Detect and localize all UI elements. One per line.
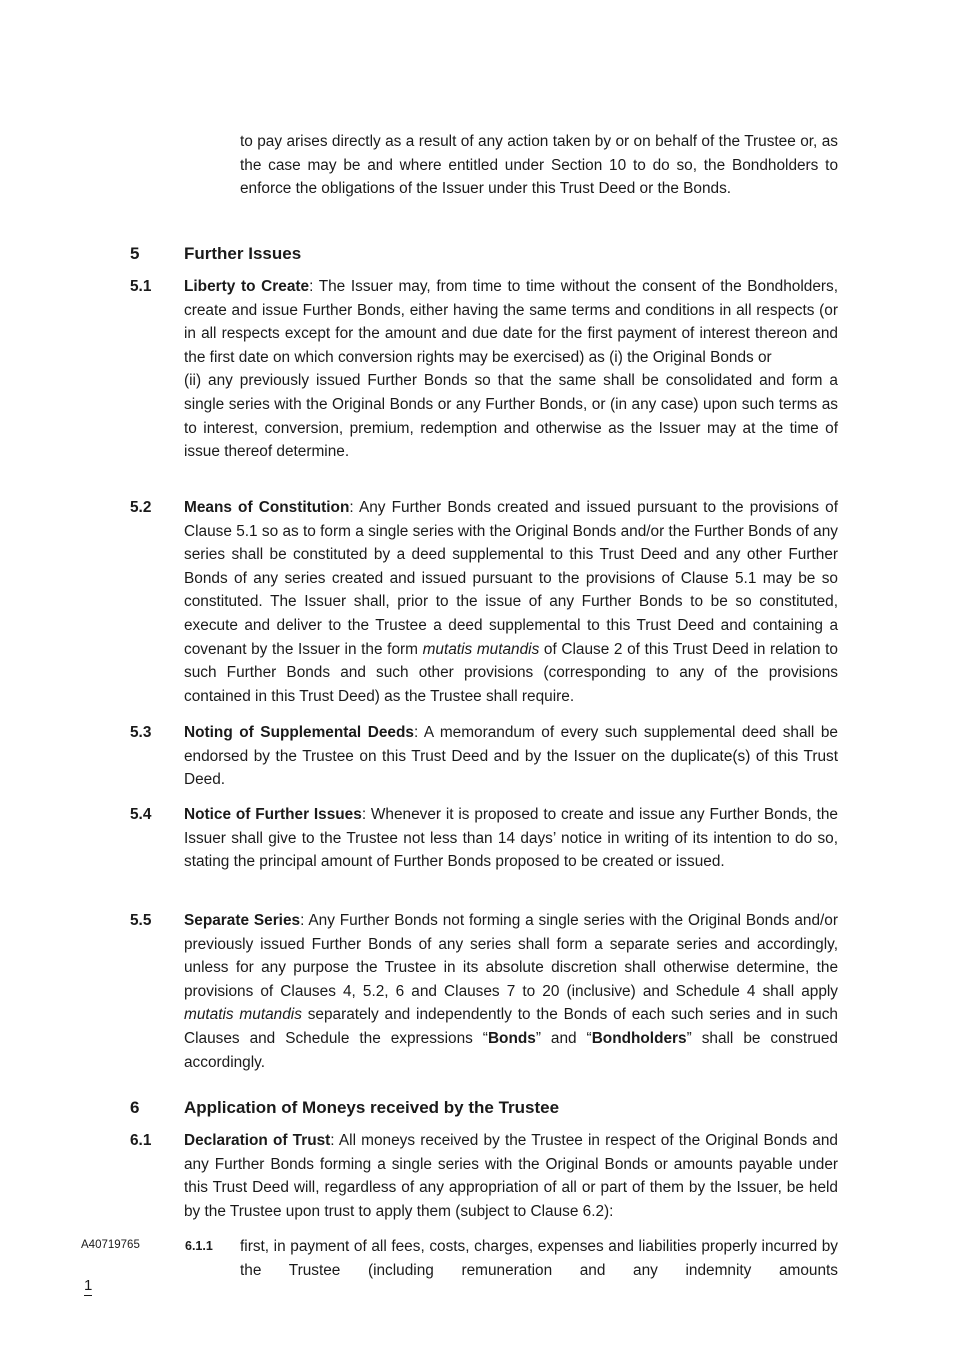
clause-body	[184, 803, 838, 874]
section-title: Application of Moneys received by the Trustee	[184, 1098, 560, 1117]
clause-number: 5.2	[130, 499, 152, 516]
subclause-number: 6.1.1	[185, 1239, 213, 1253]
clause-number: 5.5	[130, 912, 152, 929]
clause-text: : A memorandum of every such supplemental deed shall be endorsed by the Trustee on this Trust Deed and by the Issuer on the duplicate(s) of this Trust Deed.	[184, 724, 838, 789]
clause-title: Liberty to Create	[184, 278, 310, 295]
clause-text: : Whenever it is proposed to create and issue any Further Bonds, the Issuer shall give to the Trustee not less than 14 days’ notice in writing of its intention to do so, stating the principal amount of Further Bonds proposed to be created or issued.	[184, 806, 838, 871]
clause-body	[184, 275, 838, 464]
subclause-6-1-1	[185, 1235, 838, 1282]
clause-text-continued: (ii) any previously issued Further Bonds so that the same shall be consolidated and form a single series with the Original Bonds or any Further Bonds, or (in any case) upon such terms as to interest, conversion, premium, redemption and otherwise as the Issuer may at the time of issue thereof determine.	[184, 372, 838, 461]
clause-title: Noting of Supplemental Deeds	[184, 724, 414, 741]
clause-5-2	[130, 496, 838, 708]
section-5-heading	[130, 243, 301, 265]
page-number	[84, 1277, 92, 1295]
clause-5-1	[130, 275, 838, 464]
clause-5-4	[130, 803, 838, 874]
section-number: 5	[130, 244, 140, 263]
clause-5-5	[130, 909, 838, 1074]
subclause-text: first, in payment of all fees, costs, charges, expenses and liabilities properly incurred by the Trustee (including remuneration and any indemnity amounts	[240, 1238, 838, 1279]
document-reference: A40719765	[81, 1239, 140, 1251]
clause-text: : Any Further Bonds created and issued pursuant to the provisions of Clause 5.1 so as to form a single series with the Original Bonds and/or the Further Bonds of any series shall be constituted by a deed supplemental to this Trust Deed and any other Further Bonds of any series created and issued pursuant to the provisions of Clause 5.1 may be so constituted. The Issuer shall, prior to the issue of any Further Bonds to be so constituted, execute and deliver to the Trustee a deed supplemental to this Trust Deed and containing a covenant by the Issuer in the form	[184, 499, 839, 658]
clause-text-continued: of Clause 2 of this Trust Deed in relation to such Further Bonds and such other provisions (corresponding to any of the provisions contained in this Trust Deed) as the Trustee shall require.	[184, 640, 838, 705]
latin-term: mutatis mutandis	[422, 640, 540, 658]
clause-number: 5.1	[130, 278, 152, 295]
clause-5-3	[130, 721, 838, 792]
clause-number: 5.4	[130, 806, 152, 823]
clause-text: : All moneys received by the Trustee in respect of the Original Bonds and any Further Bonds forming a single series with the Original Bonds or amounts payable under this Trust Deed will, regardless of any appropriation of all or part of them by the Issuer, be held by the Trustee upon trust to apply them (subject to Clause 6.2):	[184, 1132, 838, 1220]
page-number-text: 1	[84, 1277, 93, 1294]
clause-text: : The Issuer may, from time to time without the consent of the Bondholders, create and issue Further Bonds, either having the same terms and conditions in all respects (or in all respects except for the amount and due date for the first payment of interest thereon and the first date on which conversion rights may be exercised) as (i) the Original Bonds or	[184, 278, 838, 366]
clause-title: Means of Constitution	[184, 499, 350, 516]
clause-text-continued: separately and independently to the Bonds of each such series and in such Clauses and Schedule the expressions “	[184, 1006, 838, 1047]
clause-text-continued: ” shall be construed accordingly.	[184, 1029, 838, 1071]
clause-title: Separate Series	[184, 912, 301, 929]
clause-number: 6.1	[130, 1132, 152, 1149]
clause-title: Declaration of Trust	[184, 1132, 331, 1149]
section-number: 6	[130, 1098, 140, 1117]
defined-term-bondholders: Bondholders	[591, 1029, 687, 1047]
clause-body	[184, 721, 838, 792]
clause-title: Notice of Further Issues	[184, 806, 362, 823]
clause-body	[184, 1129, 838, 1223]
clause-body	[184, 496, 838, 708]
defined-term-bonds: Bonds	[487, 1029, 536, 1047]
section-title: Further Issues	[184, 244, 302, 263]
clause-6-1	[130, 1129, 838, 1223]
latin-term: mutatis mutandis	[184, 1006, 302, 1024]
clause-number: 5.3	[130, 724, 152, 741]
clause-text-continued: ” and “	[535, 1029, 592, 1047]
section-6-heading	[130, 1097, 559, 1119]
clause-text: : Any Further Bonds not forming a single series with the Original Bonds and/or previously issued Further Bonds of any series shall form a separate series and accordingly, unless for any purpose the Trustee in its absolute discretion shall otherwise determine, the provisions of Clauses 4, 5.2, 6 and Clauses 7 to 20 (inclusive) and Schedule 4 shall apply	[184, 912, 838, 1000]
continuation-paragraph: to pay arises directly as a result of any action taken by or on behalf of the Trustee or, as the case may be and where entitled under Section 10 to do so, the Bondholders to enforce the obligations of the Issuer under this Trust Deed or the Bonds.	[240, 133, 838, 198]
clause-body	[184, 909, 838, 1074]
